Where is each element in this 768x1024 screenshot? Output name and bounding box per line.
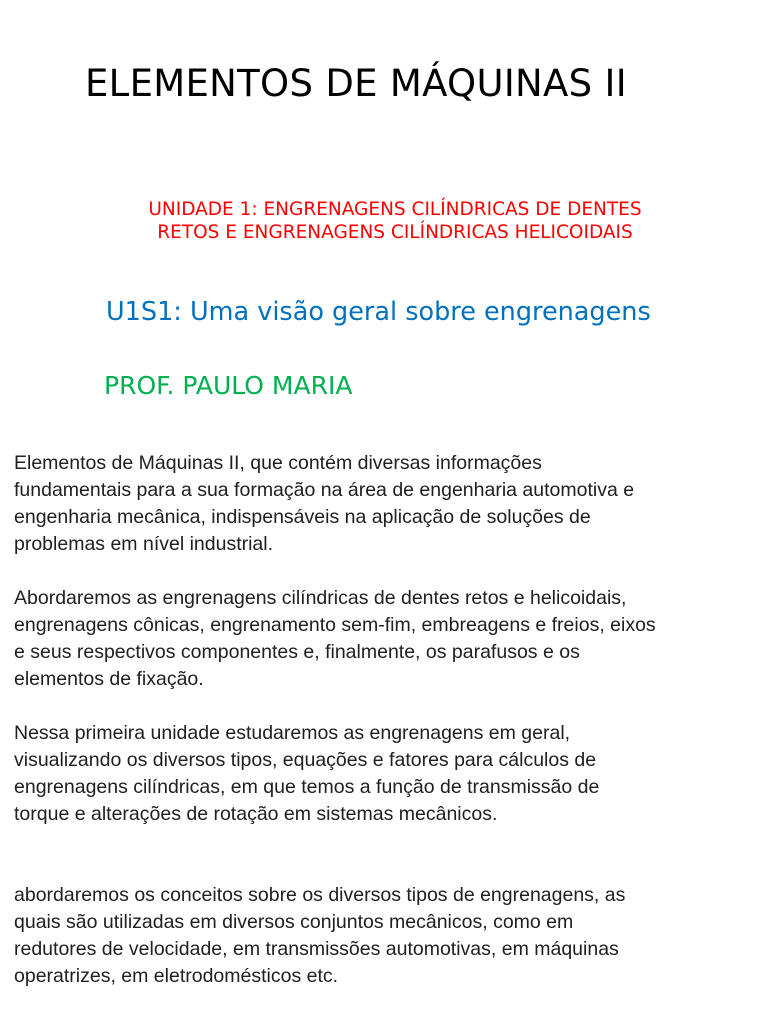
paragraph-concepts — [14, 882, 759, 990]
unit-heading-line-1: UNIDADE 1: ENGRENAGENS CILÍNDRICAS DE DENTES — [148, 199, 642, 220]
paragraph-line: Elementos de Máquinas II, que contém diversas informações — [14, 452, 542, 474]
paragraph-line: Abordaremos as engrenagens cilíndricas de dentes retos e helicoidais, — [14, 587, 627, 609]
paragraph-line: engenharia mecânica, indispensáveis na aplicação de soluções de — [14, 506, 591, 528]
paragraph-line: fundamentais para a sua formação na área de engenharia automotiva e — [14, 479, 635, 501]
paragraph-line: problemas em nível industrial. — [14, 533, 274, 555]
unit-heading — [80, 198, 710, 244]
page-title: ELEMENTOS DE MÁQUINAS II — [85, 62, 627, 105]
paragraph-line: operatrizes, em eletrodomésticos etc. — [14, 965, 339, 987]
paragraph-line: visualizando os diversos tipos, equações e fatores para cálculos de — [14, 749, 597, 771]
paragraph-intro — [14, 450, 759, 558]
paragraph-line: quais são utilizadas em diversos conjuntos mecânicos, como em — [14, 911, 574, 933]
paragraph-topics — [14, 585, 759, 693]
section-heading: U1S1: Uma visão geral sobre engrenagens — [106, 297, 651, 327]
paragraph-line: e seus respectivos componentes e, finalmente, os parafusos e os — [14, 641, 580, 663]
paragraph-first-unit — [14, 720, 759, 828]
paragraph-line: engrenagens cônicas, engrenamento sem-fim, embreagens e freios, eixos — [14, 614, 656, 636]
paragraph-line: Nessa primeira unidade estudaremos as engrenagens em geral, — [14, 722, 571, 744]
body-text — [14, 450, 759, 1017]
paragraph-line: redutores de velocidade, em transmissões automotivas, em máquinas — [14, 938, 619, 960]
author-name: PROF. PAULO MARIA — [104, 371, 353, 400]
paragraph-line: engrenagens cilíndricas, em que temos a função de transmissão de — [14, 776, 600, 798]
paragraph-line: torque e alterações de rotação em sistemas mecânicos. — [14, 803, 498, 825]
paragraph-line: abordaremos os conceitos sobre os diversos tipos de engrenagens, as — [14, 884, 626, 906]
unit-heading-line-2: RETOS E ENGRENAGENS CILÍNDRICAS HELICOIDAIS — [157, 222, 633, 243]
paragraph-line: elementos de fixação. — [14, 668, 204, 690]
